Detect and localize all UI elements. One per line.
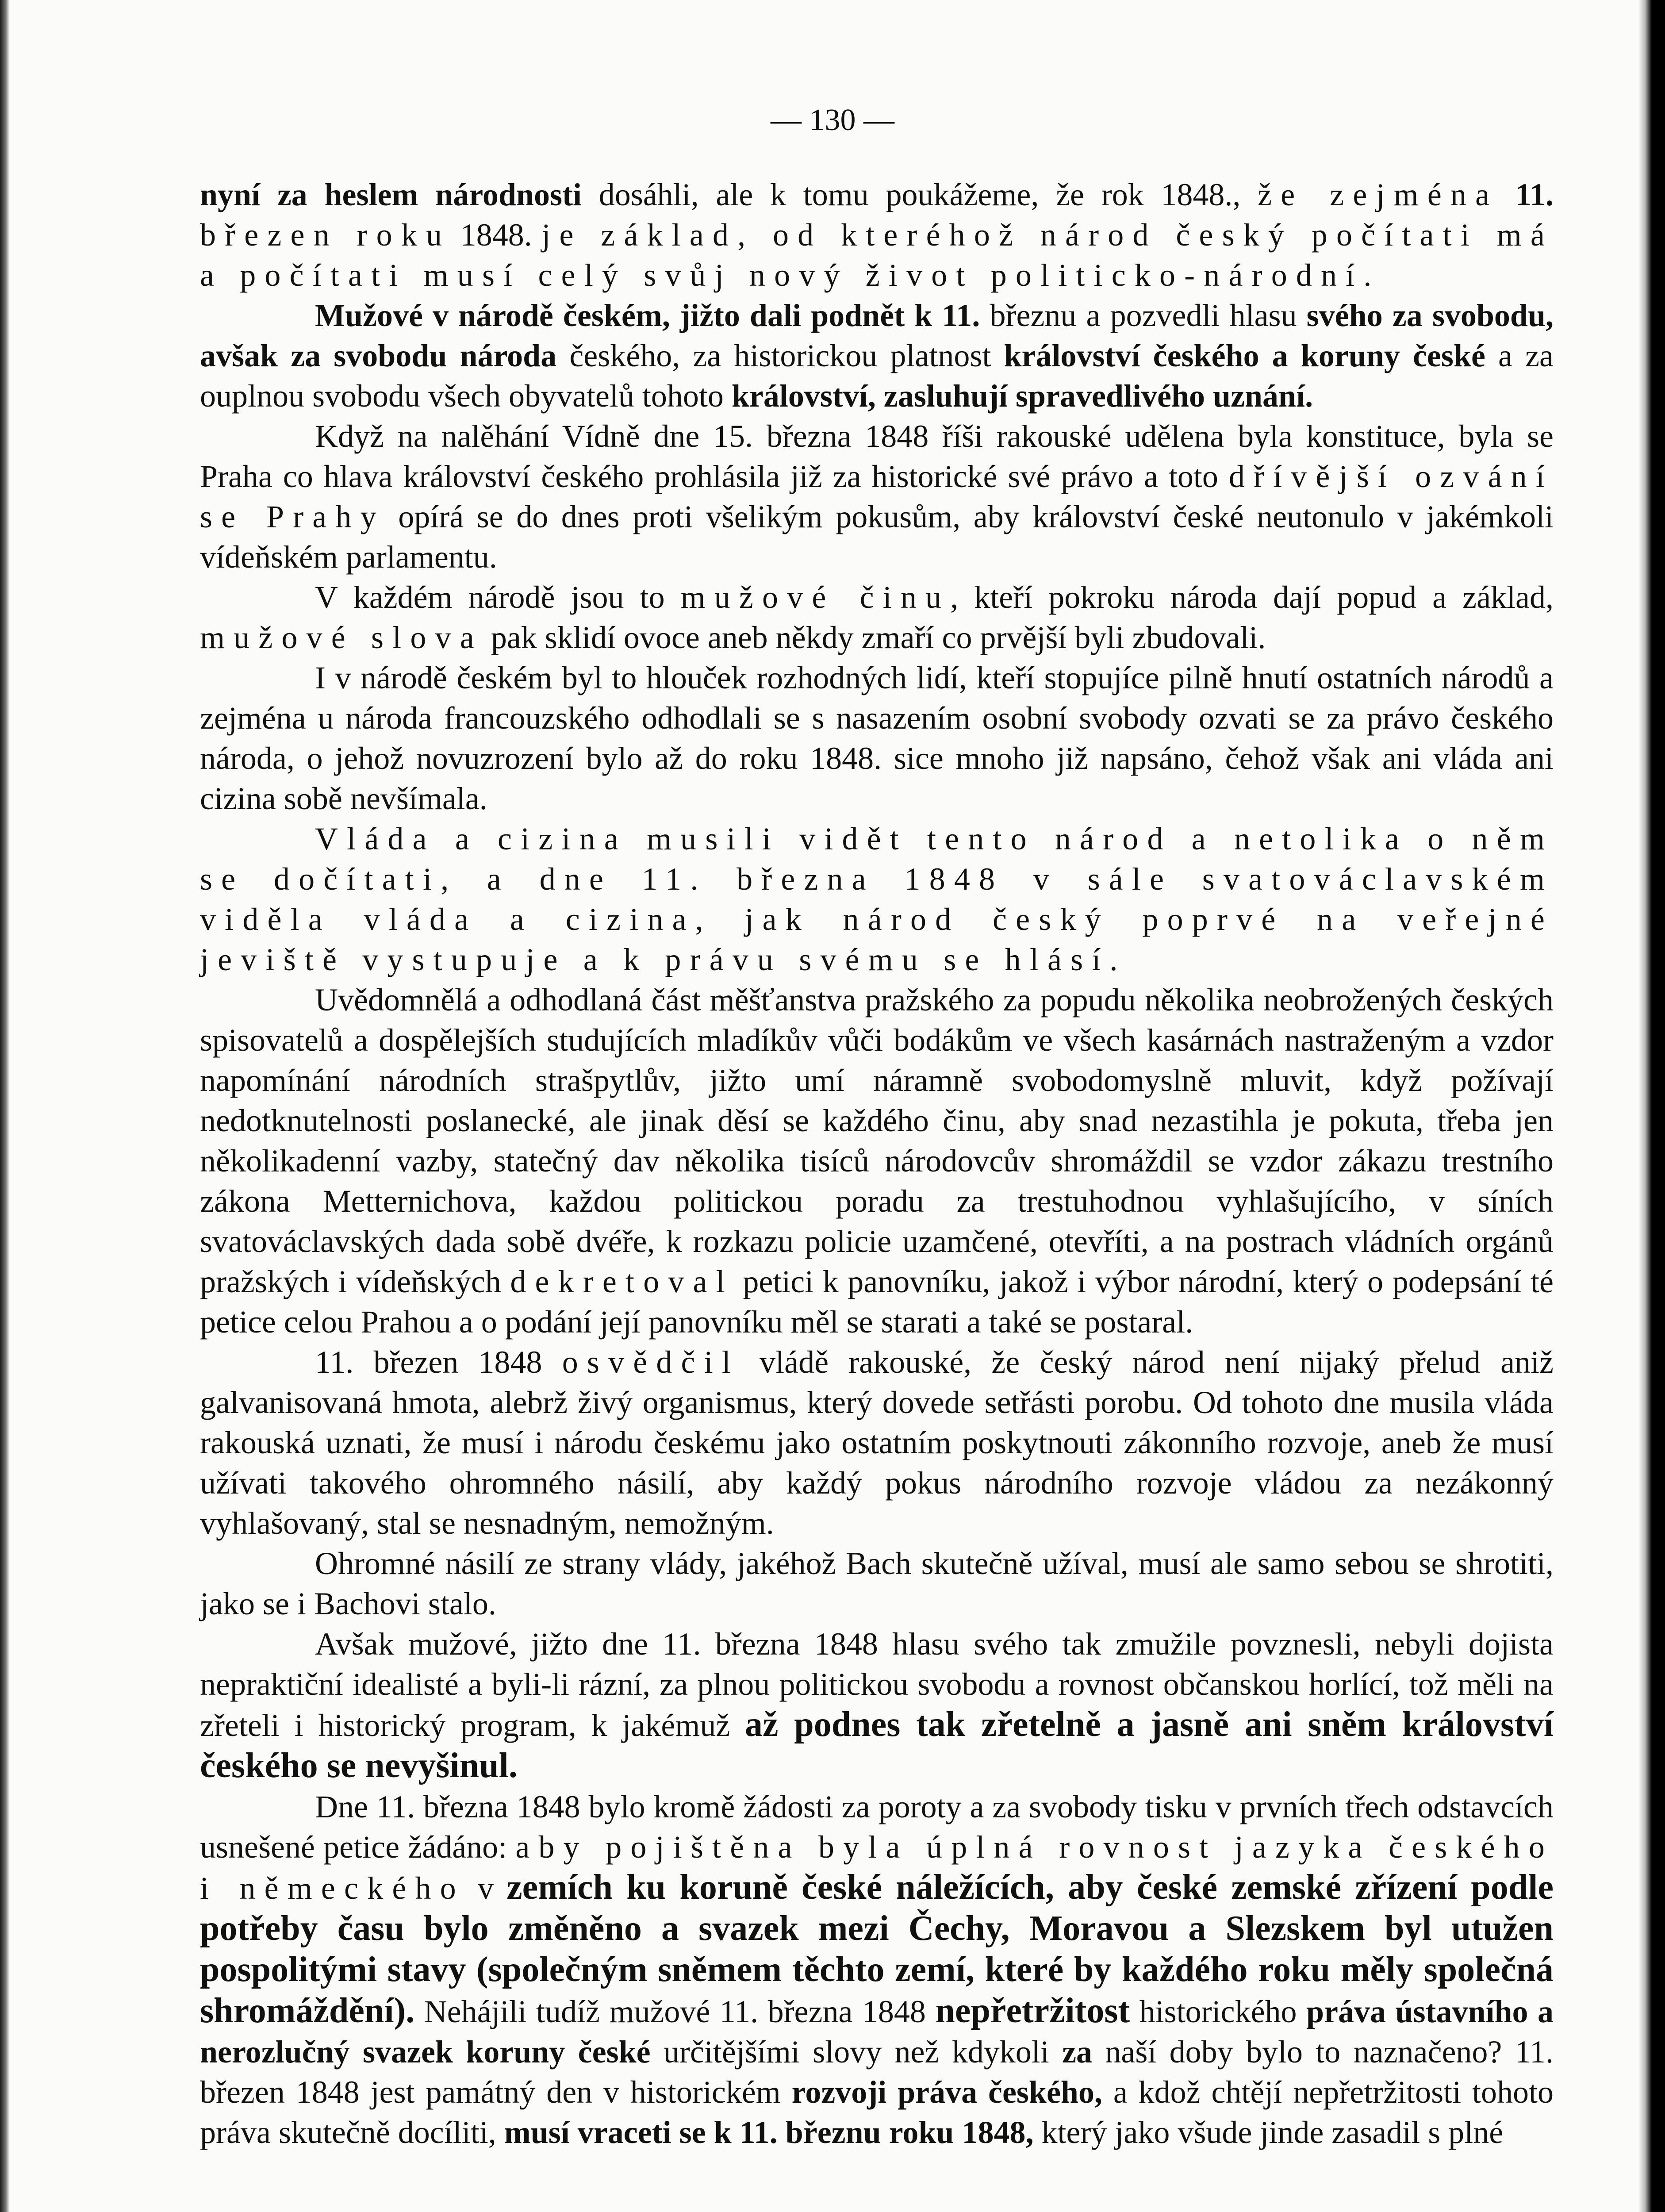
text-segment: že zejména <box>1258 177 1499 212</box>
text-segment: březnu a pozvedli hlasu <box>980 298 1307 333</box>
text-segment: pak sklidí ovoce aneb někdy zmaří co prvější byli zbudovali. <box>483 620 1266 655</box>
text-segment: za <box>1062 2034 1093 2070</box>
text-segment: je základ, od kteréhož národ český počítati má a počítati musí celý svůj nový život politicko-národní. <box>200 217 1554 293</box>
text-segment: a kdož chtějí nepřetržitosti tohoto práva skutečně docíliti, <box>200 2074 1554 2150</box>
text-segment: dřívější ozvání se Prahy <box>200 459 1554 534</box>
text-segment: Uvědomnělá a odhodlaná část měšťanstva pražského za popudu několika neobrožených českých spisovatelů a dospělejších studujících mladíkův vůči bodákům ve všech kasárnách nastraženým a vzdor napomínání národních strašpytlův, jižto umí náramně svobodomyslně mluvit, když požívají nedotknutelnosti poslanecké, ale jinak děsí se každého činu, aby snad nezastihla je pokuta, třeba jen několikadenní vazby, statečný dav několika tisíců národovcův shromáždil se vzdor zákazu trestního zákona Metternichova, každou politickou poradu za trestuhodnou vyhlašujícího, v síních svatováclavských dada sobě dvéře, k rozkazu policie uzamčené, otevříti, a na postrach vládních orgánů pražských i vídeňských <box>200 982 1554 1299</box>
paragraph <box>200 658 1554 819</box>
text-segment: Vláda a cizina musili vidět tento národ a netolika o něm se dočítati, a dne 11. března 1848 v sále svatováclavském viděla vláda a cizina, jak národ český poprvé na veřejné jeviště vystupuje a k právu svému se hlásí. <box>200 821 1554 977</box>
page-edge-left <box>0 0 10 2212</box>
text-segment: dekretoval <box>510 1264 734 1299</box>
paragraph <box>200 416 1554 577</box>
paragraph <box>200 1624 1554 1787</box>
text-segment: nyní za heslem národnosti <box>200 177 582 212</box>
text-segment: svého za svobodu, avšak za svobodu národa <box>200 298 1554 373</box>
text-segment: Když na nalěhání Vídně dne 15. března 1848 říši rakouské udělena byla konstituce, byla se Praha co hlava království českého prohlásila již za historické své právo a toto <box>200 419 1554 494</box>
page-number: — 130 — <box>771 103 894 137</box>
text-segment: království českého a koruny české <box>1004 338 1485 373</box>
text-segment: Ohromné násilí ze strany vlády, jakéhož Bach skutečně užíval, musí ale samo sebou se shrotiti, jako se i Bachovi stalo. <box>200 1546 1554 1621</box>
text-segment: mužové činu <box>680 580 951 615</box>
text-segment: petici k panovníku, jakož i výbor národní, který o podepsání té petice celou Prahou a o podání její panovníku měl se starati a také se postaral. <box>200 1264 1554 1340</box>
body-text <box>200 175 1554 2153</box>
paragraph <box>200 819 1554 980</box>
text-segment: až podnes tak zřetelně a jasně ani sněm království českého se nevyšinul. <box>200 1705 1554 1785</box>
paragraph <box>200 1544 1554 1624</box>
text-segment: Avšak mužové, jižto dne 11. března 1848 hlasu svého tak zmužile povznesli, nebyli dojista nepraktiční idealisté a byli-li rázní, za plnou politickou svobodu a rovnost občanskou horlící, tož měli na zřeteli i historický program, k jakémuž <box>200 1626 1554 1743</box>
text-segment: 11. <box>1498 177 1554 212</box>
text-segment: Dne 11. března 1848 bylo kromě žádosti za poroty a za svobody tisku v prvních třech odstavcích usnešené petice žádáno: <box>200 1789 1554 1865</box>
text-segment: který jako všude jinde zasadil s plné <box>1033 2115 1504 2150</box>
page-edge-right <box>1638 0 1665 2212</box>
text-segment: Mužové v národě českém, jižto dali podnět k 11. <box>315 298 980 333</box>
paragraph <box>200 296 1554 416</box>
paragraph <box>200 1342 1554 1544</box>
text-segment: historického <box>1130 1994 1306 2029</box>
text-segment: I v národě českém byl to hlouček rozhodných lidí, kteří stopujíce pilně hnutí ostatních národů a zejména u národa francouzského odhodlali se s nasazením osobní svobody ozvati se za právo českého národa, o jehož novuzrození bylo až do roku 1848. sice mnoho již napsáno, čehož však ani vláda ani cizina sobě nevšímala. <box>200 660 1554 816</box>
text-segment: osvědčil <box>562 1344 740 1380</box>
text-segment: naší doby bylo to naznačeno? 11. březen 1848 jest památný den v historickém <box>200 2034 1554 2110</box>
text-segment: 11. březen 1848 <box>315 1344 562 1380</box>
text-segment: určitějšími slovy než kdykoli <box>650 2034 1063 2070</box>
text-segment: zemích ku koruně české náležících, aby české zemské zřízení podle potřeby času bylo změněno a svazek mezi Čechy, Moravou a Slezskem byl utužen pospolitými stavy (společným sněmem těchto zemí, které by každého roku měly společná shromáždění). <box>200 1868 1554 2030</box>
text-segment: práva ústavního a nerozlučný svazek koruny české <box>200 1994 1554 2070</box>
text-segment: musí vraceti se k 11. březnu roku 1848, <box>504 2115 1034 2150</box>
paragraph <box>200 577 1554 658</box>
text-segment: V každém národě jsou to <box>315 580 681 615</box>
text-segment: v <box>464 1870 507 1906</box>
paragraph <box>200 980 1554 1342</box>
text-segment: mužové slova <box>200 620 483 655</box>
text-segment: nepřetržitost <box>935 1991 1130 2030</box>
text-segment: dosáhli, ale k tomu poukážeme, že rok 1848., <box>581 177 1258 212</box>
text-segment: Nehájili tudíž mužové 11. března 1848 <box>414 1994 936 2029</box>
text-segment: a za ouplnou svobodu všech obyvatelů tohoto <box>200 338 1554 414</box>
text-segment: rozvoji práva českého, <box>791 2074 1102 2110</box>
text-segment: vládě rakouské, že český národ není nijaký přelud aniž galvanisovaná hmota, alebrž živý organismus, který dovede setřásti porobu. Od tohoto dne musila vláda rakouská uznati, že musí i národu českému jako ostatním poskytnouti zákonního rozvoje, aneb že musí užívati takového ohromného násilí, aby každý pokus národního rozvoje vládou za nezákonný vyhlašovaný, stal se nesnadným, nemožným. <box>200 1344 1554 1541</box>
paragraph <box>200 1787 1554 2153</box>
paragraph <box>200 175 1554 296</box>
text-segment: českého, za historickou platnost <box>556 338 1004 373</box>
text-segment: aby pojištěna byla úplná rovnost jazyka českého i německého <box>200 1829 1554 1906</box>
text-segment: , kteří pokroku národa dají popud a základ, <box>950 580 1554 615</box>
text-segment: březen roku <box>200 217 451 253</box>
text-segment: 1848. <box>451 217 542 253</box>
text-segment: opírá se do dnes proti všelikým pokusům, aby království české neutonulo v jakémkoli vídeňském parlamentu. <box>200 499 1554 575</box>
text-segment: království, zasluhují spravedlivého uznání. <box>731 378 1313 414</box>
